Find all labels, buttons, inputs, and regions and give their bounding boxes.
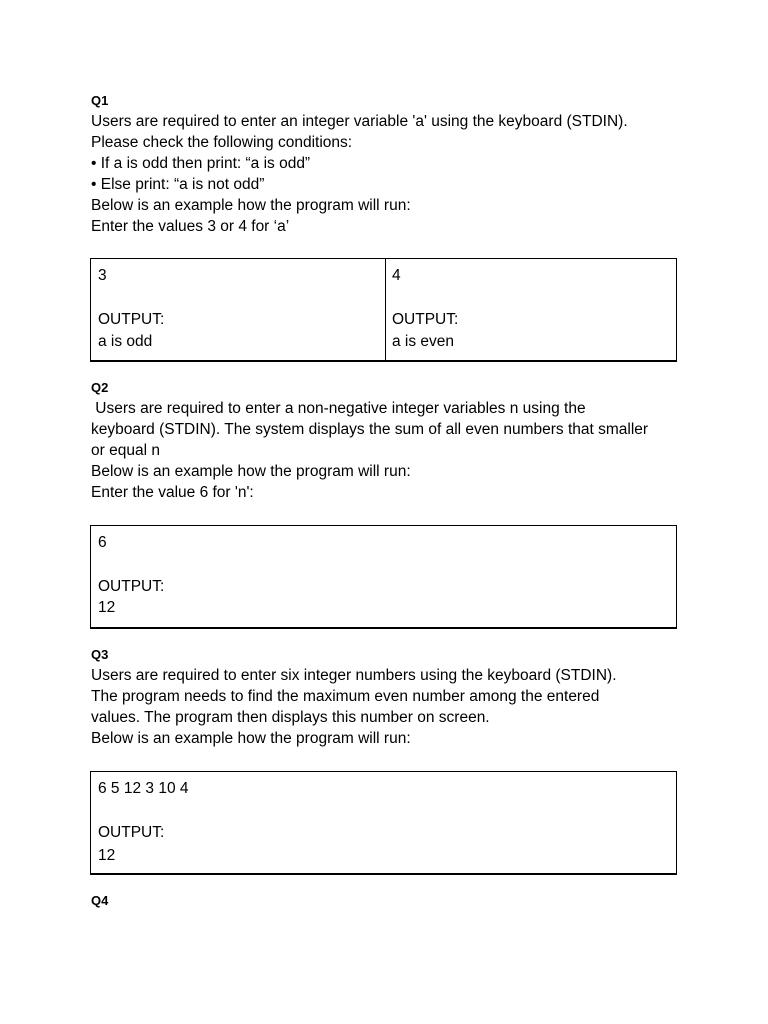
q1-left-input: 3 <box>98 267 107 284</box>
q1-heading: Q1 <box>91 93 109 108</box>
q2-example-cell <box>91 526 676 627</box>
q1-right-input: 4 <box>392 267 401 284</box>
q2-output: 12 <box>98 599 116 616</box>
q1-left-output: a is odd <box>98 333 153 350</box>
q1-line-4: • Else print: “a is not odd” <box>91 176 265 193</box>
q3-heading: Q3 <box>91 647 109 662</box>
q3-output: 12 <box>98 847 116 864</box>
q1-line-5: Below is an example how the program will run: <box>91 197 411 214</box>
q1-line-3: • If a is odd then print: “a is odd” <box>91 155 311 172</box>
q2-input: 6 <box>98 534 107 551</box>
q3-input: 6 5 12 3 10 4 <box>98 780 189 797</box>
q2-line-4: Below is an example how the program will run: <box>91 463 411 480</box>
q3-line-3: values. The program then displays this number on screen. <box>91 709 490 726</box>
q3-example-cell <box>91 772 676 873</box>
q2-line-2: keyboard (STDIN). The system displays the sum of all even numbers that smaller <box>91 421 649 438</box>
q3-line-4: Below is an example how the program will run: <box>91 730 411 747</box>
q1-description <box>91 111 691 237</box>
q1-line-6: Enter the values 3 or 4 for ‘a’ <box>91 218 290 235</box>
q1-example-cell-left <box>91 259 386 360</box>
q1-line-2: Please check the following conditions: <box>91 134 353 151</box>
q2-line-5: Enter the value 6 for 'n': <box>91 484 254 501</box>
q1-right-output: a is even <box>392 333 455 350</box>
q1-example-table <box>90 258 677 362</box>
q1-example-cell-right <box>385 259 676 360</box>
q4-heading: Q4 <box>91 893 109 908</box>
q3-line-1: Users are required to enter six integer numbers using the keyboard (STDIN). <box>91 667 617 684</box>
q1-left-output-label: OUTPUT: <box>98 311 165 328</box>
q2-line-3: or equal n <box>91 442 160 459</box>
q2-example-box <box>90 525 677 629</box>
q2-heading: Q2 <box>91 380 109 395</box>
q3-example-box <box>90 771 677 875</box>
q1-right-output-label: OUTPUT: <box>392 311 459 328</box>
q3-line-2: The program needs to find the maximum even number among the entered <box>91 688 600 705</box>
q2-line-1: Users are required to enter a non-negative integer variables n using the <box>91 400 586 417</box>
q3-output-label: OUTPUT: <box>98 824 165 841</box>
q1-line-1: Users are required to enter an integer variable 'a' using the keyboard (STDIN). <box>91 113 628 130</box>
q3-description <box>91 665 691 749</box>
q2-description <box>91 398 691 503</box>
q2-output-label: OUTPUT: <box>98 578 165 595</box>
